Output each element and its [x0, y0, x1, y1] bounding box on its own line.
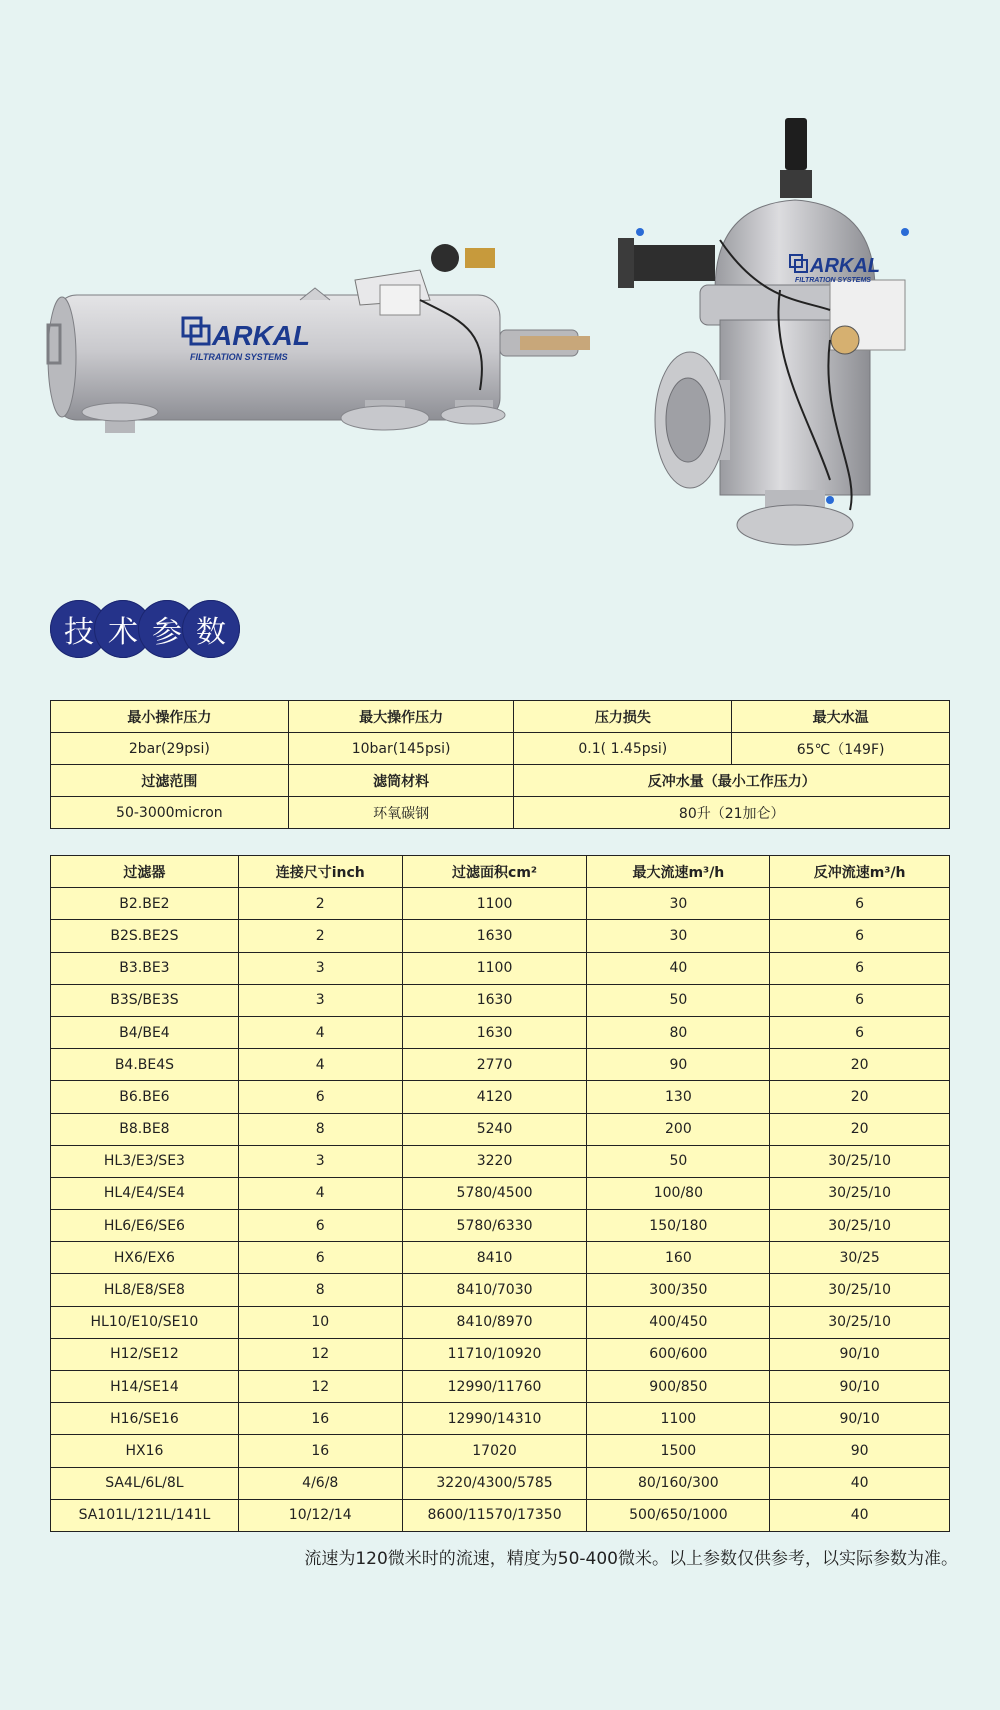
- table-cell: 100/80: [587, 1177, 770, 1209]
- table-cell: 1630: [402, 1016, 587, 1048]
- column-header: 连接尺寸inch: [238, 856, 402, 888]
- table-cell: 90: [587, 1049, 770, 1081]
- table-row: [51, 1016, 950, 1048]
- table-cell: 10/12/14: [238, 1499, 402, 1531]
- table-cell: 4: [238, 1177, 402, 1209]
- table-cell: 500/650/1000: [587, 1499, 770, 1531]
- table-cell: 80: [587, 1016, 770, 1048]
- column-header: 过滤面积cm²: [402, 856, 587, 888]
- arkal-logo-text-right: ARKAL: [810, 255, 880, 277]
- param-value: 50-3000micron: [51, 797, 289, 829]
- param-value: 0.1( 1.45psi): [514, 733, 732, 765]
- param-header: 反冲水量（最小工作压力）: [514, 765, 950, 797]
- table-cell: 1630: [402, 920, 587, 952]
- table-cell: H16/SE16: [51, 1403, 239, 1435]
- param-value: 10bar(145psi): [288, 733, 514, 765]
- table-cell: B8.BE8: [51, 1113, 239, 1145]
- column-header: 最大流速m³/h: [587, 856, 770, 888]
- table-cell: 30/25/10: [770, 1210, 950, 1242]
- table-cell: 2: [238, 888, 402, 920]
- table-cell: 6: [238, 1242, 402, 1274]
- table-cell: 600/600: [587, 1338, 770, 1370]
- table-cell: 80/160/300: [587, 1467, 770, 1499]
- table-cell: 6: [770, 984, 950, 1016]
- table-cell: 1500: [587, 1435, 770, 1467]
- table-cell: 12990/11760: [402, 1371, 587, 1403]
- table-cell: 8410/7030: [402, 1274, 587, 1306]
- table-row: [51, 1435, 950, 1467]
- param-header: 最大操作压力: [288, 701, 514, 733]
- table-cell: SA4L/6L/8L: [51, 1467, 239, 1499]
- table-row: [51, 952, 950, 984]
- param-header: 压力损失: [514, 701, 732, 733]
- table-cell: 130: [587, 1081, 770, 1113]
- table-cell: 6: [238, 1210, 402, 1242]
- table-cell: 90/10: [770, 1371, 950, 1403]
- table-row: [51, 1145, 950, 1177]
- table-cell: B4.BE4S: [51, 1049, 239, 1081]
- table-cell: 1100: [402, 952, 587, 984]
- title-char: 技: [50, 600, 108, 658]
- table-cell: 40: [770, 1467, 950, 1499]
- table-cell: 6: [770, 920, 950, 952]
- table-cell: 90/10: [770, 1338, 950, 1370]
- table-cell: 16: [238, 1403, 402, 1435]
- models-table: [50, 855, 950, 1532]
- table-row: [51, 1177, 950, 1209]
- table-cell: 5780/4500: [402, 1177, 587, 1209]
- table-cell: 10: [238, 1306, 402, 1338]
- table-cell: 20: [770, 1049, 950, 1081]
- table-cell: HX6/EX6: [51, 1242, 239, 1274]
- param-value: 80升（21加仑）: [514, 797, 950, 829]
- table-row: [51, 1274, 950, 1306]
- column-header: 过滤器: [51, 856, 239, 888]
- table-cell: HL10/E10/SE10: [51, 1306, 239, 1338]
- table-cell: B3.BE3: [51, 952, 239, 984]
- table-row: [51, 1242, 950, 1274]
- models-header-row: [51, 856, 950, 888]
- table-cell: 900/850: [587, 1371, 770, 1403]
- table-cell: 20: [770, 1081, 950, 1113]
- table-cell: 20: [770, 1113, 950, 1145]
- table-cell: 3220/4300/5785: [402, 1467, 587, 1499]
- param-header: 过滤范围: [51, 765, 289, 797]
- param-header: 最大水温: [732, 701, 950, 733]
- table-cell: 2: [238, 920, 402, 952]
- param-header: 滤筒材料: [288, 765, 514, 797]
- table-row: [51, 1338, 950, 1370]
- table-cell: 300/350: [587, 1274, 770, 1306]
- table-cell: 160: [587, 1242, 770, 1274]
- table-cell: 6: [770, 952, 950, 984]
- arkal-tagline-right: FILTRATION SYSTEMS: [795, 277, 871, 284]
- table-cell: 30: [587, 888, 770, 920]
- table-cell: 17020: [402, 1435, 587, 1467]
- table-cell: B6.BE6: [51, 1081, 239, 1113]
- column-header: 反冲流速m³/h: [770, 856, 950, 888]
- table-cell: 1630: [402, 984, 587, 1016]
- table-cell: 3220: [402, 1145, 587, 1177]
- table-cell: 5780/6330: [402, 1210, 587, 1242]
- table-cell: HL4/E4/SE4: [51, 1177, 239, 1209]
- title-char: 术: [94, 600, 152, 658]
- table-cell: B3S/BE3S: [51, 984, 239, 1016]
- table-row: [51, 1210, 950, 1242]
- table-row: [51, 1371, 950, 1403]
- table-cell: 12990/14310: [402, 1403, 587, 1435]
- title-char: 参: [138, 600, 196, 658]
- table-cell: 30/25/10: [770, 1306, 950, 1338]
- param-value: 65℃（149F): [732, 733, 950, 765]
- table-cell: B2.BE2: [51, 888, 239, 920]
- parameters-table: [50, 700, 950, 829]
- table-row: [51, 1306, 950, 1338]
- table-cell: HL6/E6/SE6: [51, 1210, 239, 1242]
- table-cell: 400/450: [587, 1306, 770, 1338]
- table-cell: H12/SE12: [51, 1338, 239, 1370]
- table-cell: 3: [238, 1145, 402, 1177]
- table-row: [51, 1467, 950, 1499]
- params-value-row: [51, 797, 950, 829]
- table-cell: 16: [238, 1435, 402, 1467]
- table-cell: 200: [587, 1113, 770, 1145]
- table-row: [51, 1403, 950, 1435]
- table-cell: 4: [238, 1016, 402, 1048]
- table-cell: 30/25/10: [770, 1145, 950, 1177]
- table-cell: 6: [770, 1016, 950, 1048]
- table-cell: 8: [238, 1274, 402, 1306]
- vertical-filter-image: [618, 118, 909, 545]
- param-value: 2bar(29psi): [51, 733, 289, 765]
- table-cell: 4/6/8: [238, 1467, 402, 1499]
- table-cell: 12: [238, 1371, 402, 1403]
- params-header-row: [51, 701, 950, 733]
- table-cell: 50: [587, 1145, 770, 1177]
- table-row: [51, 1081, 950, 1113]
- table-cell: SA101L/121L/141L: [51, 1499, 239, 1531]
- table-cell: 1100: [402, 888, 587, 920]
- table-row: [51, 888, 950, 920]
- table-cell: 1100: [587, 1403, 770, 1435]
- table-cell: 6: [770, 888, 950, 920]
- table-cell: HX16: [51, 1435, 239, 1467]
- table-cell: HL8/E8/SE8: [51, 1274, 239, 1306]
- table-row: [51, 1499, 950, 1531]
- table-row: [51, 1049, 950, 1081]
- table-cell: 50: [587, 984, 770, 1016]
- table-cell: B4/BE4: [51, 1016, 239, 1048]
- section-title: [50, 600, 226, 658]
- table-cell: 8600/11570/17350: [402, 1499, 587, 1531]
- table-cell: 2770: [402, 1049, 587, 1081]
- table-cell: 11710/10920: [402, 1338, 587, 1370]
- arkal-logo-text-left: ARKAL: [212, 320, 310, 351]
- table-cell: 40: [770, 1499, 950, 1531]
- params-value-row: [51, 733, 950, 765]
- horizontal-filter-image: [48, 244, 590, 433]
- table-cell: 30/25/10: [770, 1274, 950, 1306]
- table-row: [51, 1113, 950, 1145]
- table-cell: 5240: [402, 1113, 587, 1145]
- param-header: 最小操作压力: [51, 701, 289, 733]
- table-cell: 4: [238, 1049, 402, 1081]
- table-cell: 30/25/10: [770, 1177, 950, 1209]
- table-cell: 90/10: [770, 1403, 950, 1435]
- arkal-tagline-left: FILTRATION SYSTEMS: [190, 352, 288, 362]
- param-value: 环氧碳钢: [288, 797, 514, 829]
- table-cell: 6: [238, 1081, 402, 1113]
- table-cell: 4120: [402, 1081, 587, 1113]
- product-photos: [0, 0, 1000, 580]
- table-cell: B2S.BE2S: [51, 920, 239, 952]
- table-cell: 8410: [402, 1242, 587, 1274]
- table-cell: 90: [770, 1435, 950, 1467]
- table-cell: 3: [238, 984, 402, 1016]
- table-row: [51, 920, 950, 952]
- product-illustration: [0, 0, 1000, 580]
- footnote: 流速为120微米时的流速，精度为50-400微米。以上参数仅供参考，以实际参数为准。: [304, 1549, 958, 1569]
- table-cell: 3: [238, 952, 402, 984]
- table-cell: 40: [587, 952, 770, 984]
- params-header-row: [51, 765, 950, 797]
- table-row: [51, 984, 950, 1016]
- table-cell: 30/25: [770, 1242, 950, 1274]
- table-cell: HL3/E3/SE3: [51, 1145, 239, 1177]
- table-cell: H14/SE14: [51, 1371, 239, 1403]
- table-cell: 8: [238, 1113, 402, 1145]
- table-cell: 30: [587, 920, 770, 952]
- title-char: 数: [182, 600, 240, 658]
- table-cell: 150/180: [587, 1210, 770, 1242]
- models-body: [51, 888, 950, 1532]
- table-cell: 12: [238, 1338, 402, 1370]
- table-cell: 8410/8970: [402, 1306, 587, 1338]
